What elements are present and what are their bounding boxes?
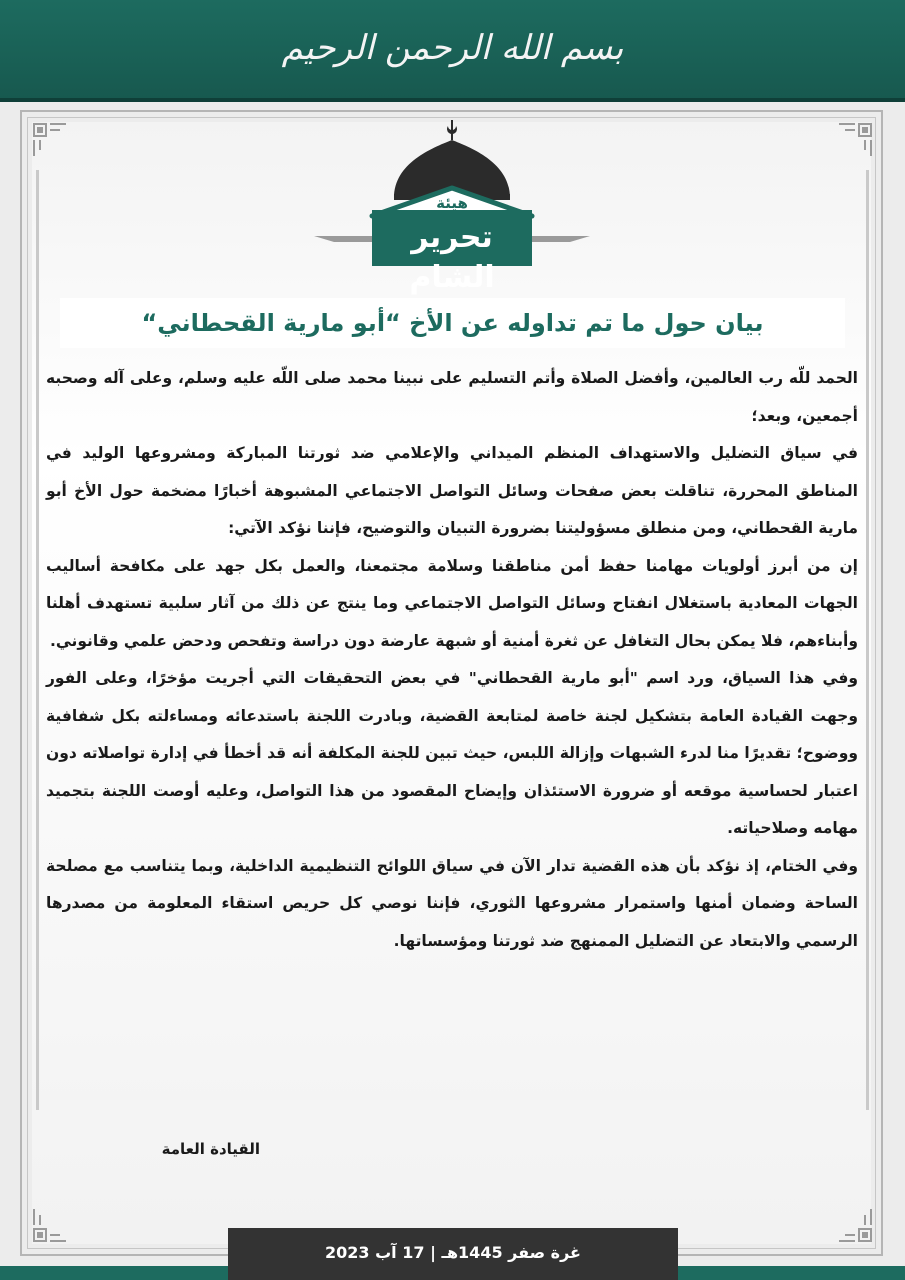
paragraph-priorities: إن من أبرز أولويات مهامنا حفظ أمن مناطقنا وسلامة مجتمعنا، والعمل بكل جهد على مكافحة أساليب الجهات المعادية باستغلال انفتاح وسائل التواصل الاجتماعي وما ينتج عن ذلك من آثار سلبية تستهدف أهلنا وأبناءهم، فلا يمكن بحال التغافل عن ثغرة أمنية أو شبهة عارضة دون دراسة وتفحص ودحض علمي وقانوني. [46, 556, 858, 650]
paragraph-context: في سياق التضليل والاستهداف المنظم الميداني والإعلامي ضد ثورتنا المباركة ومشروعها الوليد في المناطق المحررة، تناقلت بعض صفحات وسائل التواصل الاجتماعي المشبوهة أخبارًا مضخمة حول الأخ أبو مارية القحطاني، ومن منطلق مسؤوليتنا بضرورة التبيان والتوضيح، فإننا نؤكد الآتي: [46, 444, 858, 537]
corner-ornament-icon [835, 1205, 875, 1245]
logo-word-hayat: هيئة [436, 194, 468, 212]
header-divider [0, 98, 905, 102]
signature: القيادة العامة [161, 1140, 260, 1158]
document-body [46, 360, 858, 960]
header-band [0, 0, 905, 98]
corner-ornament-icon [835, 120, 875, 160]
document-title: بيان حول ما تم تداوله عن الأخ “أبو مارية القحطاني“ [60, 298, 845, 348]
right-ornament-rule [866, 170, 869, 1110]
paragraph-investigation: وفي هذا السياق، ورد اسم "أبو مارية القحطاني" في بعض التحقيقات التي أجريت مؤخرًا، وعلى الفور وجهت القيادة العامة بتشكيل لجنة خاصة لمتابعة القضية، وبادرت اللجنة باستدعائه ومساءلته بكل شفافية ووضوح؛ تقديرًا منا لدرء الشبهات وإزالة اللبس، حيث تبين للجنة المكلفة أنه قد أخطأ في إدارة تواصلاته دون اعتبار لحساسية موقعه أو ضرورة الاستئذان وإيضاح المقصود من هذا التواصل، وعليه أوصت اللجنة بتجميد مهامه وصلاحياته. [46, 669, 858, 837]
corner-ornament-icon [30, 1205, 70, 1245]
corner-ornament-icon [30, 120, 70, 160]
paragraph-opening: الحمد للّه رب العالمين، وأفضل الصلاة وأتم التسليم على نبينا محمد صلى اللّه عليه وسلم، وعلى آله وصحبه أجمعين، وبعد؛ [46, 369, 858, 425]
organization-logo [312, 118, 592, 295]
paragraph-conclusion: وفي الختام، إذ نؤكد بأن هذه القضية تدار الآن في سياق اللوائح التنظيمية الداخلية، وبما يتناسب مع مصلحة الساحة وضمان أمنها واستمرار مشروعها الثوري، فإننا نوصي كل حريص استقاء المعلومة من مصدرها الرسمي والابتعاد عن التضليل الممنهج ضد ثورتنا ومؤسساتها. [46, 856, 858, 950]
date-label: غرة صفر 1445هـ | 17 آب 2023 [228, 1228, 678, 1280]
basmala-calligraphy: بسم الله الرحمن الرحيم [281, 28, 624, 68]
left-ornament-rule [36, 170, 39, 1110]
logo-word-tahrir-al-sham: تحرير الشام [409, 220, 495, 295]
